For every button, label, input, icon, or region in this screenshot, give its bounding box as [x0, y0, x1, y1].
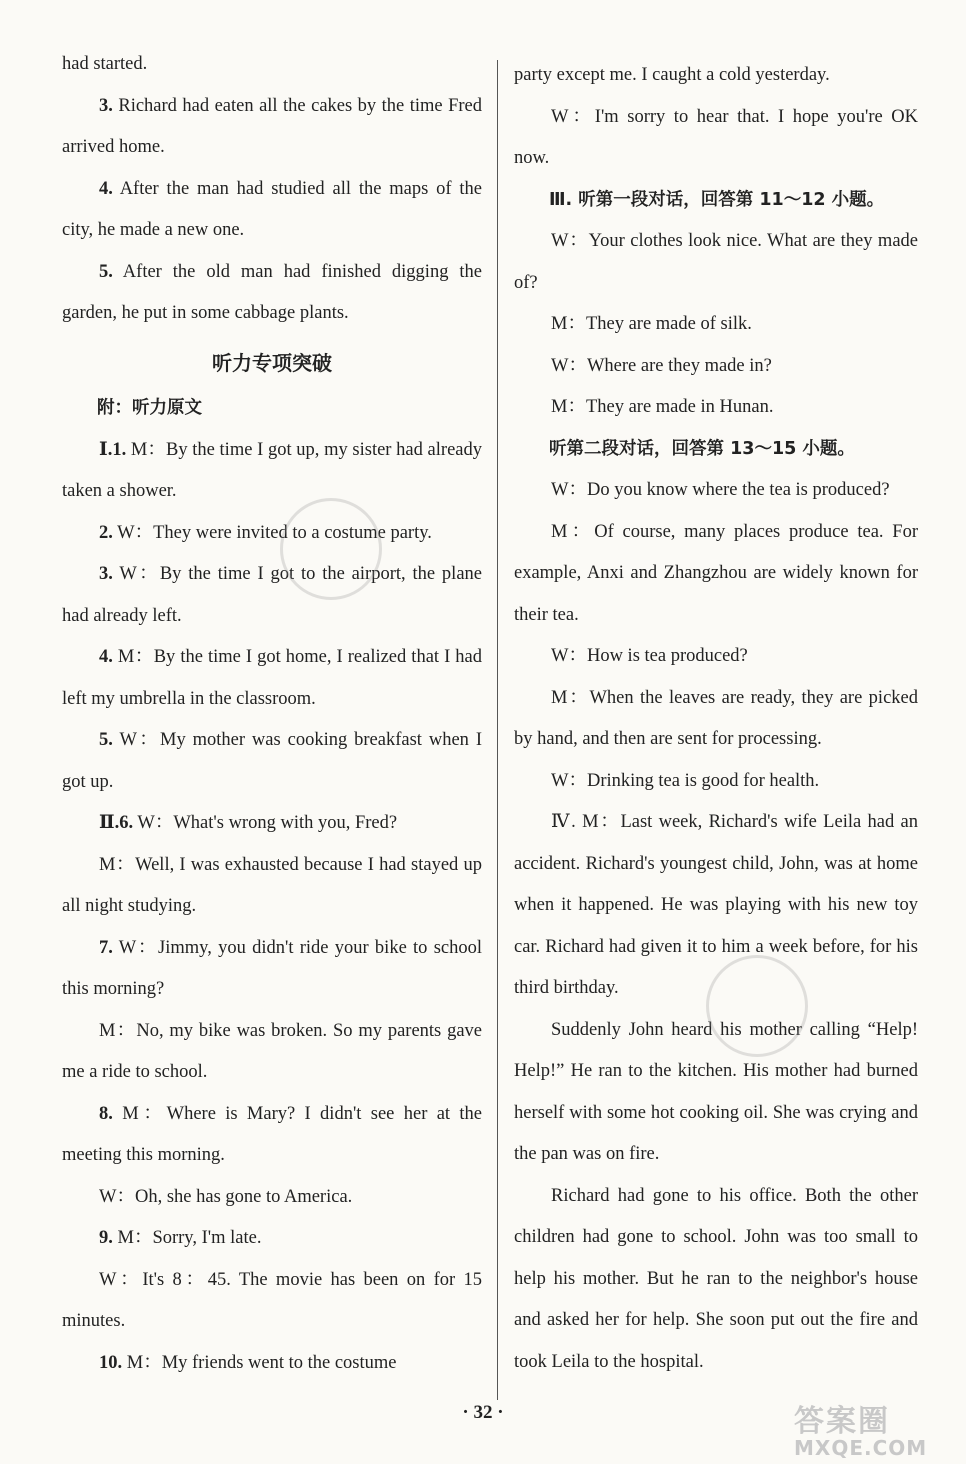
- watermark-logo-text: 答案圈: [794, 1404, 890, 1439]
- faint-stamp-icon: [280, 498, 382, 600]
- paragraph-text: W：Oh, she has gone to America.: [99, 1186, 353, 1207]
- transcript-paragraph: [62, 252, 482, 335]
- paragraph-text: After the old man had finished digging the garden, he put in some cabbage plants.: [62, 261, 482, 323]
- paragraph-text: W：By the time I got to the airport, the plane had already left.: [62, 564, 482, 626]
- paragraph-text: After the man had studied all the maps of the city, he made a new one.: [62, 178, 482, 240]
- paragraph-text: W：It's 8：45. The movie has been on for 15 minutes.: [62, 1269, 482, 1331]
- paragraph-text: M：They are made of silk.: [551, 314, 752, 334]
- paragraph-text: Richard had eaten all the cakes by the time Fred arrived home.: [62, 95, 482, 157]
- paragraph-text: M：When the leaves are ready, they are picked by hand, and then are sent for processing.: [514, 687, 918, 749]
- right-column: [514, 55, 918, 1383]
- section-subheading: 附：听力原文: [97, 398, 202, 418]
- paragraph-text: W：Where are they made in?: [551, 355, 772, 376]
- item-number: 4.: [99, 178, 113, 199]
- paragraph-text: M：By the time I got home, I realized that I had left my umbrella in the classroom.: [62, 647, 482, 709]
- paragraph-text: M：Of course, many places produce tea. For example, Anxi and Zhangzhou are widely known for their tea.: [514, 521, 918, 625]
- column-divider: [497, 60, 498, 1400]
- transcript-paragraph: [62, 1343, 482, 1385]
- paragraph-text: M：Where is Mary? I didn't see her at the meeting this morning.: [62, 1103, 482, 1165]
- paragraph-text: W：Jimmy, you didn't ride your bike to school this morning?: [62, 937, 482, 999]
- faint-stamp-icon: [706, 955, 808, 1057]
- transcript-paragraph: [62, 1177, 482, 1219]
- transcript-paragraph: [62, 928, 482, 1011]
- transcript-paragraph: [62, 720, 482, 803]
- paragraph-text: W：Do you know where the tea is produced?: [551, 480, 890, 500]
- transcript-paragraph: [62, 1260, 482, 1343]
- transcript-paragraph: [514, 470, 918, 512]
- page-number: · 32 ·: [462, 1402, 504, 1423]
- transcript-paragraph: [62, 1011, 482, 1094]
- transcript-paragraph: [62, 554, 482, 637]
- transcript-paragraph: [514, 346, 918, 388]
- transcript-paragraph: [514, 678, 918, 761]
- paragraph-text: Ⅳ. M：Last week, Richard's wife Leila had an accident. Richard's youngest child, John, was at home when it happened. He was playing with his new toy car. Richard had given it to him a week before, for his third birthday.: [514, 812, 918, 998]
- transcript-paragraph: [514, 221, 918, 304]
- left-column: [62, 44, 482, 1384]
- transcript-paragraph: [62, 169, 482, 252]
- transcript-paragraph: [62, 430, 482, 513]
- paragraph-text: W：Your clothes look nice. What are they made of?: [514, 231, 918, 293]
- transcript-paragraph: [62, 845, 482, 928]
- transcript-paragraph: [514, 304, 918, 346]
- paragraph-text: W：My mother was cooking breakfast when I got up.: [62, 730, 482, 792]
- question-group-heading: Ⅲ. 听第一段对话，回答第 11～12 小题。: [549, 189, 885, 210]
- transcript-paragraph: [514, 387, 918, 429]
- transcript-paragraph: [62, 44, 482, 86]
- paragraph-text: M：My friends went to the costume: [122, 1352, 397, 1373]
- transcript-paragraph: [514, 1176, 918, 1384]
- item-number: 3.: [99, 95, 113, 116]
- item-number: 5.: [99, 261, 113, 282]
- transcript-paragraph: [514, 636, 918, 678]
- item-number: Ⅱ.6.: [99, 813, 134, 833]
- item-number: 7.: [99, 937, 113, 958]
- paragraph-text: M：Sorry, I'm late.: [112, 1228, 262, 1248]
- paragraph-text: W：Drinking tea is good for health.: [551, 770, 820, 791]
- item-number: 3.: [99, 564, 113, 584]
- transcript-paragraph: [62, 86, 482, 169]
- transcript-paragraph: [514, 761, 918, 803]
- transcript-paragraph: [62, 803, 482, 845]
- paragraph-text: Richard had gone to his office. Both the other children had gone to school. John was too small to help his mother. But he ran to the neighbor's house and asked her for help. She soon put out the fire and took Leila to the hospital.: [514, 1185, 918, 1372]
- paragraph-text: M：Well, I was exhausted because I had stayed up all night studying.: [62, 854, 482, 916]
- paragraph-text: party except me. I caught a cold yesterday.: [514, 65, 830, 85]
- paragraph-text: Suddenly John heard his mother calling “Help! Help!” He ran to the kitchen. His mother had burned herself with some hot cooking oil. She was crying and the pan was on fire.: [514, 1019, 918, 1164]
- transcript-paragraph: [514, 55, 918, 97]
- paragraph-text: W：I'm sorry to hear that. I hope you're OK now.: [514, 106, 918, 168]
- paragraph-text: M：No, my bike was broken. So my parents gave me a ride to school.: [62, 1020, 482, 1082]
- paragraph-text: W：They were invited to a costume party.: [112, 522, 432, 543]
- item-number: 2.: [99, 522, 113, 543]
- paragraph-text: had started.: [62, 54, 148, 74]
- item-number: 10.: [99, 1352, 123, 1373]
- item-number: Ⅰ.1.: [99, 439, 127, 460]
- transcript-paragraph: [62, 1218, 482, 1260]
- question-group-heading: 听第二段对话，回答第 13～15 小题。: [549, 438, 855, 459]
- transcript-paragraph: [514, 97, 918, 180]
- item-number: 5.: [99, 730, 113, 750]
- watermark-url: MXQE.COM: [794, 1436, 928, 1460]
- transcript-paragraph: [62, 513, 482, 555]
- paragraph-text: W：What's wrong with you, Fred?: [133, 813, 398, 833]
- site-watermark: [794, 1396, 954, 1460]
- item-number: 4.: [99, 647, 113, 667]
- transcript-paragraph: [62, 1094, 482, 1177]
- paragraph-text: W：How is tea produced?: [551, 646, 748, 666]
- transcript-paragraph: [514, 512, 918, 637]
- item-number: 8.: [99, 1103, 113, 1124]
- paragraph-text: M：They are made in Hunan.: [551, 397, 774, 417]
- section-heading: 听力专项突破: [212, 350, 332, 375]
- item-number: 9.: [99, 1228, 113, 1248]
- transcript-paragraph: [62, 637, 482, 720]
- paragraph-text: M：By the time I got up, my sister had already taken a shower.: [62, 439, 482, 501]
